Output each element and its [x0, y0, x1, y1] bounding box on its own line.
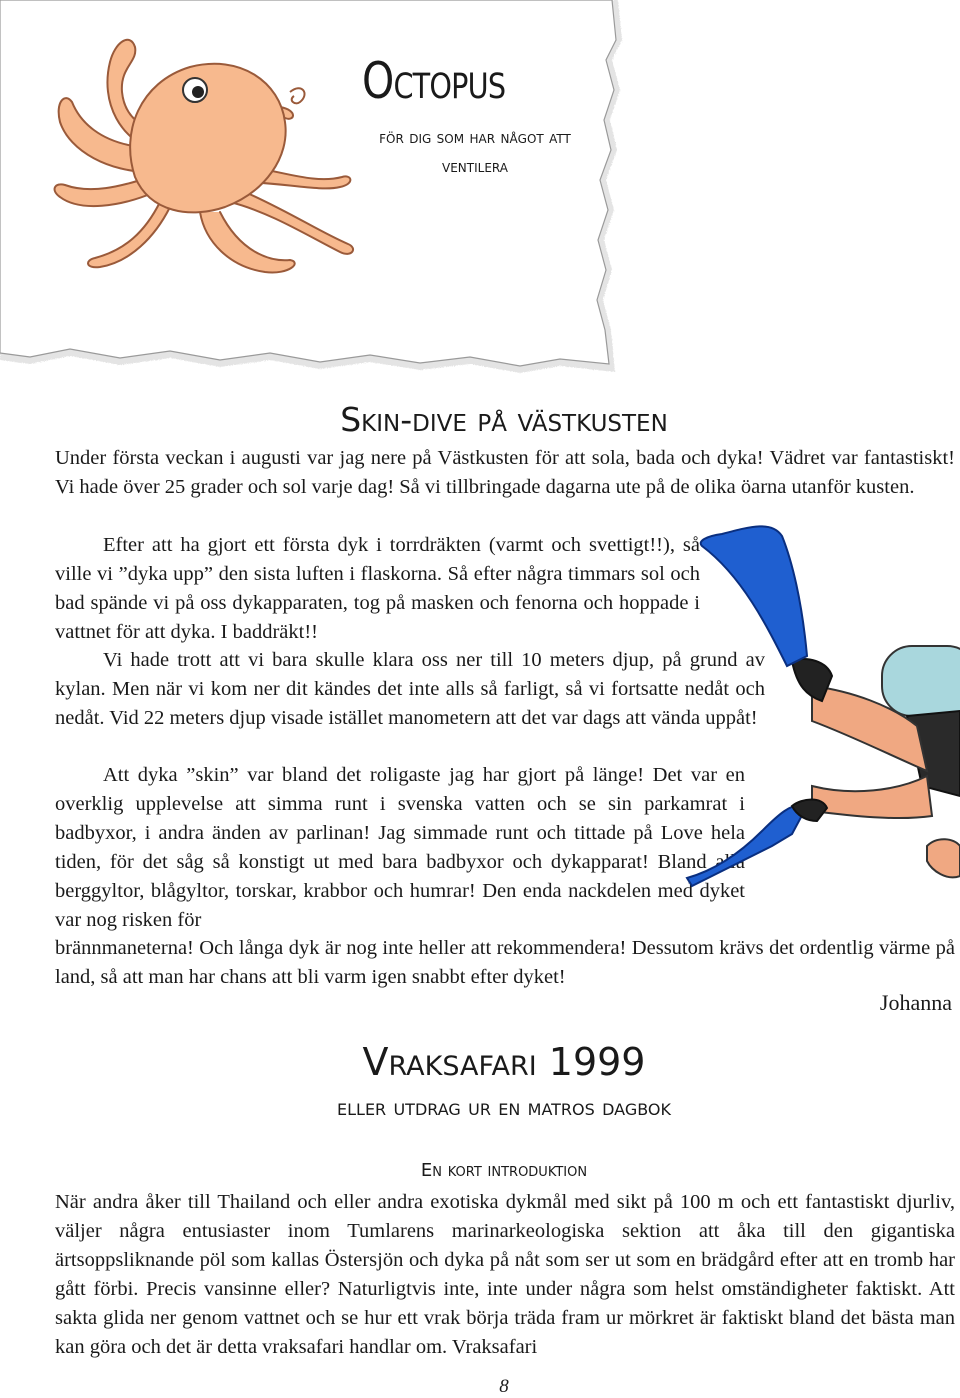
- page-title: Octopus: [362, 52, 506, 110]
- article-paragraph: brännmaneterna! Och långa dyk är nog inte heller att rekommendera! Dessutom krävs det ordentlig värme på land, så att man har chans att bli varm igen snabbt efter dyket!: [55, 937, 955, 988]
- octopus-illustration: [40, 22, 360, 292]
- article-paragraph: Under första veckan i augusti var jag nere på Västkusten för att sola, bada och dyka! Vädret var fantastiskt! Vi hade över 25 grader och sol varje dag! Så vi tillbringade dagarna ute på de olika öarna utanför kusten.: [55, 447, 955, 498]
- section-heading: En kort introduktion: [420, 1160, 588, 1181]
- article-paragraph: Vi hade trott att vi bara skulle klara oss ner till 10 meters djup, på grund av kylan. Men när vi kom ner dit kändes det inte alls så farligt, så vi fortsatte nedåt och nedåt. Vid 22 meters djup visade istället manometern att det var dags att vända uppåt!: [55, 649, 765, 729]
- article-paragraph: Efter att ha gjort ett första dyk i torrdräkten (varmt och svettigt!!), så ville vi ”dyka upp” den sista luften i flaskorna. Så efter några timmars sol och bad spände vi på oss dykapparaten, tog på masken och fenorna och hoppade i vattnet för att dyka. I baddräkt!!: [55, 534, 700, 643]
- signature: Johanna: [879, 990, 952, 1015]
- article-heading-vraksafari: Vraksafari 1999: [362, 1040, 646, 1084]
- article-paragraph: Att dyka ”skin” var bland det roligaste jag har gjort på länge! Det var en overklig upplevelse att simma runt i svenska vatten och se sin parkamrat i badbyxor, i andra änden av parlinan! Jag simmade runt och tittade på Love hela tiden, för det såg så konstigt ut med bara badbyxor och dykapparat! Bland alla berggyltor, blågyltor, torskar, krabbor och humrar! Den enda nackdelen med dyket var nog risken för: [55, 764, 745, 931]
- article-subheading: eller utdrag ur en matros dagbok: [337, 1095, 671, 1121]
- page-subtitle: för dig som har något att ventilera: [379, 128, 571, 177]
- article-paragraph: När andra åker till Thailand och eller andra exotiska dykmål med sikt på 100 m och ett fantastiskt djurliv, väljer några entusiaster inom Tumlarens marinarkeologiska sektion att åka till den gigantiska ärtsoppsliknande pöl som kallas Östersjön och dyka på nåt som ser ut som en brädgård efter att en tromb har gått förbi. Precis vansinne eller? Naturligtvis inte, inte under några som helst omständigheter faktiskt. Att sakta glida ner genom vattnet och se hur ett vrak börja träda fram ur mörkret är faktiskt bland det bästa man kan göra och det är detta vraksafari handlar om. Vraksafari: [55, 1191, 955, 1358]
- article-heading-skin-dive: Skin-dive på västkusten: [340, 400, 668, 439]
- diver-legs-fins-illustration: [682, 516, 960, 896]
- page-number: 8: [499, 1376, 509, 1397]
